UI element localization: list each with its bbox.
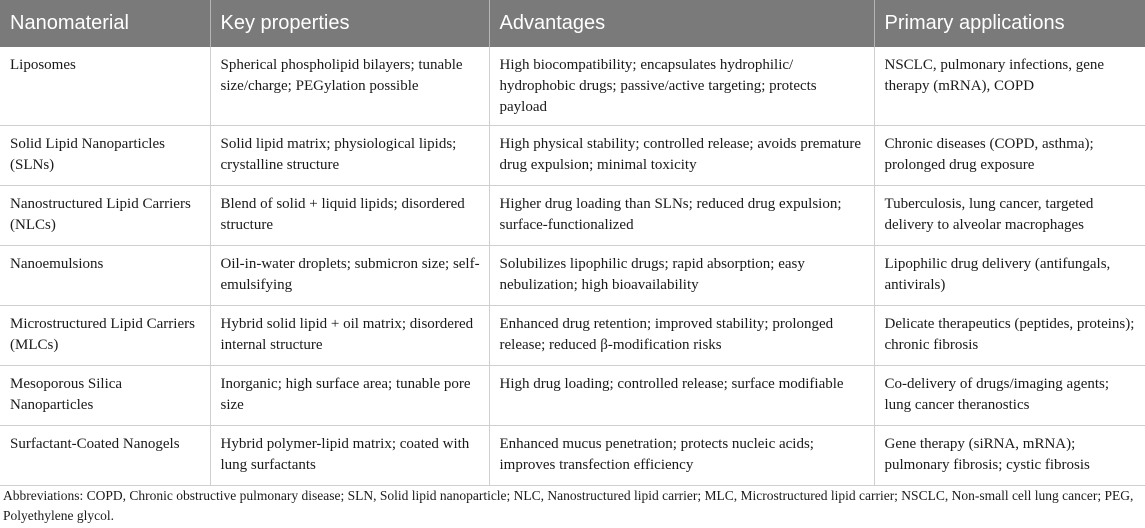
header-nanomaterial: Nanomaterial bbox=[0, 0, 210, 47]
cell-advantages: Higher drug loading than SLNs; reduced drug expulsion; surface-functionalized bbox=[489, 186, 874, 246]
table-row bbox=[0, 186, 1145, 246]
cell-advantages: High drug loading; controlled release; surface modifiable bbox=[489, 366, 874, 426]
cell-nanomaterial: Mesoporous Silica Nanoparticles bbox=[0, 366, 210, 426]
table-header bbox=[0, 0, 1145, 47]
cell-advantages: Enhanced drug retention; improved stability; prolonged release; reduced β-modification risks bbox=[489, 306, 874, 366]
cell-nanomaterial: Nanostructured Lipid Carriers (NLCs) bbox=[0, 186, 210, 246]
header-row bbox=[0, 0, 1145, 47]
abbreviations-footnote: Abbreviations: COPD, Chronic obstructive pulmonary disease; SLN, Solid lipid nanoparticle; NLC, Nanostructured lipid carrier; MLC, Microstructured lipid carrier; NSCLC, Non-small cell lung cancer; PEG, Polyethylene glycol. bbox=[3, 488, 1134, 523]
cell-nanomaterial: Surfactant-Coated Nanogels bbox=[0, 426, 210, 486]
cell-nanomaterial: Nanoemulsions bbox=[0, 246, 210, 306]
cell-nanomaterial: Solid Lipid Nanoparticles (SLNs) bbox=[0, 126, 210, 186]
table-row bbox=[0, 126, 1145, 186]
cell-applications: Tuberculosis, lung cancer, targeted delivery to alveolar macrophages bbox=[874, 186, 1145, 246]
table-row bbox=[0, 246, 1145, 306]
cell-advantages: High physical stability; controlled release; avoids premature drug expulsion; minimal toxicity bbox=[489, 126, 874, 186]
header-key-properties: Key properties bbox=[210, 0, 489, 47]
cell-properties: Solid lipid matrix; physiological lipids; crystalline structure bbox=[210, 126, 489, 186]
table-row bbox=[0, 366, 1145, 426]
table-row bbox=[0, 306, 1145, 366]
table-row bbox=[0, 47, 1145, 126]
cell-nanomaterial: Microstructured Lipid Carriers (MLCs) bbox=[0, 306, 210, 366]
table-body bbox=[0, 47, 1145, 486]
cell-applications: Gene therapy (siRNA, mRNA); pulmonary fibrosis; cystic fibrosis bbox=[874, 426, 1145, 486]
cell-applications: Lipophilic drug delivery (antifungals, antivirals) bbox=[874, 246, 1145, 306]
cell-applications: Chronic diseases (COPD, asthma); prolonged drug exposure bbox=[874, 126, 1145, 186]
cell-advantages: Enhanced mucus penetration; protects nucleic acids; improves transfection efficiency bbox=[489, 426, 874, 486]
cell-applications: Delicate therapeutics (peptides, proteins); chronic fibrosis bbox=[874, 306, 1145, 366]
cell-properties: Oil-in-water droplets; submicron size; self-emulsifying bbox=[210, 246, 489, 306]
cell-properties: Inorganic; high surface area; tunable pore size bbox=[210, 366, 489, 426]
header-primary-applications: Primary applications bbox=[874, 0, 1145, 47]
cell-properties: Blend of solid + liquid lipids; disordered structure bbox=[210, 186, 489, 246]
cell-properties: Hybrid solid lipid + oil matrix; disordered internal structure bbox=[210, 306, 489, 366]
cell-applications: NSCLC, pulmonary infections, gene therapy (mRNA), COPD bbox=[874, 47, 1145, 126]
cell-applications: Co-delivery of drugs/imaging agents; lung cancer theranostics bbox=[874, 366, 1145, 426]
cell-properties: Spherical phospholipid bilayers; tunable size/charge; PEGylation possible bbox=[210, 47, 489, 126]
cell-nanomaterial: Liposomes bbox=[0, 47, 210, 126]
cell-properties: Hybrid polymer-lipid matrix; coated with lung surfactants bbox=[210, 426, 489, 486]
header-advantages: Advantages bbox=[489, 0, 874, 47]
cell-advantages: Solubilizes lipophilic drugs; rapid absorption; easy nebulization; high bioavailability bbox=[489, 246, 874, 306]
cell-advantages: High biocompatibility; encapsulates hydrophilic/ hydrophobic drugs; passive/active targeting; protects payload bbox=[489, 47, 874, 126]
table-row bbox=[0, 426, 1145, 486]
